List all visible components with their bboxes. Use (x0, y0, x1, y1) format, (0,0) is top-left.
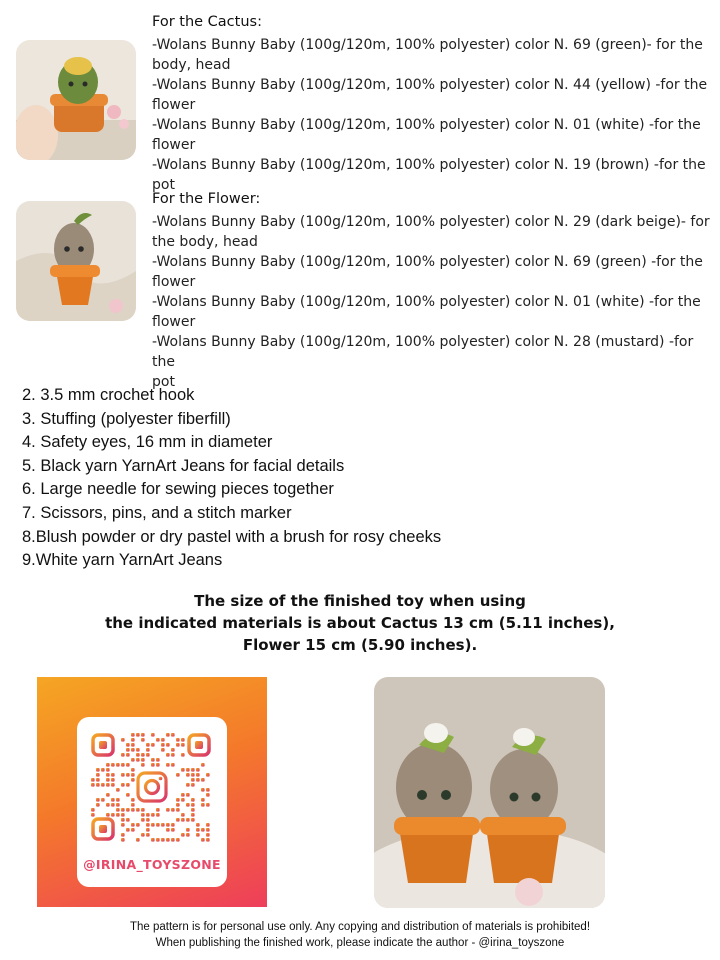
qr-module (126, 783, 130, 787)
qr-module (151, 733, 155, 737)
qr-module (131, 758, 135, 762)
qr-module (106, 763, 110, 767)
qr-module (206, 828, 210, 832)
qr-module (111, 783, 115, 787)
list-item: 2. 3.5 mm crochet hook (22, 386, 195, 404)
cactus-photo (16, 40, 136, 160)
flower-line: -Wolans Bunny Baby (100g/120m, 100% polyester) color N. 29 (dark beige)- for (152, 214, 710, 230)
qr-module (151, 763, 155, 767)
qr-module (121, 783, 125, 787)
qr-module (131, 738, 135, 742)
qr-module (176, 773, 180, 777)
qr-module (186, 818, 190, 822)
qr-module (126, 743, 130, 747)
qr-module (176, 798, 180, 802)
qr-module (131, 828, 135, 832)
qr-module (161, 743, 165, 747)
qr-module (96, 798, 100, 802)
qr-module (151, 823, 155, 827)
qr-module (111, 778, 115, 782)
instagram-icon (135, 770, 169, 804)
qr-module (146, 828, 150, 832)
size-note (60, 590, 660, 656)
qr-module (146, 833, 150, 837)
qr-module (146, 818, 150, 822)
qr-module (196, 833, 200, 837)
qr-code (77, 717, 227, 857)
qr-module (171, 748, 175, 752)
qr-module (196, 823, 200, 827)
flower-line: the body, head (152, 234, 258, 250)
qr-code-panel (77, 717, 227, 887)
qr-module (171, 838, 175, 842)
qr-module (181, 813, 185, 817)
cactus-line: flower (152, 137, 196, 153)
qr-module (126, 793, 130, 797)
qr-module (201, 788, 205, 792)
qr-module (191, 778, 195, 782)
qr-module (121, 838, 125, 842)
list-item: 7. Scissors, pins, and a stitch marker (22, 503, 292, 522)
qr-module (106, 778, 110, 782)
qr-module (196, 778, 200, 782)
flower-line: flower (152, 314, 196, 330)
qr-module (181, 793, 185, 797)
qr-module (141, 833, 145, 837)
qr-module (181, 743, 185, 747)
qr-module (121, 818, 125, 822)
qr-module (106, 813, 110, 817)
qr-module (151, 813, 155, 817)
qr-module (141, 818, 145, 822)
footer-line: When publishing the finished work, please indicate the author - @irina_toyszone (155, 937, 565, 949)
finished-toys-photo (374, 677, 605, 908)
flower-title: For the Flower: (152, 191, 261, 207)
qr-module (181, 768, 185, 772)
qr-module (191, 773, 195, 777)
qr-module (161, 748, 165, 752)
qr-module (191, 808, 195, 812)
qr-module (146, 823, 150, 827)
cactus-line: -Wolans Bunny Baby (100g/120m, 100% polyester) color N. 69 (green)- for the (152, 37, 703, 53)
qr-module (156, 838, 160, 842)
qr-module (131, 808, 135, 812)
qr-module (161, 738, 165, 742)
finished-toys-illustration (374, 677, 605, 908)
qr-module (106, 793, 110, 797)
list-item: 5. Black yarn YarnArt Jeans for facial details (22, 456, 345, 475)
qr-module (156, 808, 160, 812)
qr-module (91, 778, 95, 782)
qr-module (131, 748, 135, 752)
list-item: 3. Stuffing (polyester fiberfill) (22, 409, 231, 428)
instagram-handle: @IRINA_TOYSZONE (83, 857, 221, 872)
qr-module (111, 798, 115, 802)
qr-module (171, 753, 175, 757)
qr-module (171, 763, 175, 767)
qr-module (166, 808, 170, 812)
materials-list (22, 384, 682, 573)
qr-module (106, 803, 110, 807)
qr-module (116, 803, 120, 807)
list-item: 4. Safety eyes, 16 mm in diameter (22, 433, 273, 452)
qr-module (191, 803, 195, 807)
qr-module (126, 818, 130, 822)
qr-module (116, 788, 120, 792)
qr-module (201, 778, 205, 782)
qr-module (146, 813, 150, 817)
qr-module (141, 763, 145, 767)
cactus-title: For the Cactus: (152, 14, 262, 30)
flower-photo-illustration (16, 201, 136, 321)
qr-module (201, 763, 205, 767)
cactus-line: -Wolans Bunny Baby (100g/120m, 100% polyester) color N. 01 (white) -for the (152, 117, 701, 133)
qr-module (191, 768, 195, 772)
qr-module (126, 753, 130, 757)
qr-module (171, 828, 175, 832)
qr-module (101, 783, 105, 787)
cactus-line: flower (152, 97, 196, 113)
qr-module (176, 738, 180, 742)
flower-line: -Wolans Bunny Baby (100g/120m, 100% polyester) color N. 01 (white) -for the (152, 294, 701, 310)
qr-module (146, 743, 150, 747)
qr-module (121, 738, 125, 742)
qr-module (206, 823, 210, 827)
qr-module (166, 753, 170, 757)
qr-module (151, 758, 155, 762)
flower-line: -Wolans Bunny Baby (100g/120m, 100% polyester) color N. 28 (mustard) -for the (152, 334, 694, 370)
qr-module (161, 838, 165, 842)
flower-photo (16, 201, 136, 321)
qr-module (131, 773, 135, 777)
qr-module (141, 808, 145, 812)
footer-line: The pattern is for personal use only. Any copying and distribution of materials is prohibited! (129, 921, 591, 933)
qr-module (156, 813, 160, 817)
qr-module (196, 773, 200, 777)
flower-line: pot (152, 374, 175, 390)
flower-line: -Wolans Bunny Baby (100g/120m, 100% polyester) color N. 69 (green) -for the (152, 254, 703, 270)
list-item: 8.Blush powder or dry pastel with a brush for rosy cheeks (22, 527, 442, 546)
qr-module (196, 828, 200, 832)
qr-module (191, 818, 195, 822)
qr-module (141, 733, 145, 737)
cactus-photo-illustration (16, 40, 136, 160)
qr-module (176, 838, 180, 842)
qr-module (201, 798, 205, 802)
qr-module (136, 808, 140, 812)
list-item: 9.White yarn YarnArt Jeans (22, 551, 223, 570)
qr-module (106, 773, 110, 777)
qr-module (111, 763, 115, 767)
qr-module (176, 743, 180, 747)
qr-module (136, 733, 140, 737)
qr-module (106, 783, 110, 787)
qr-module (121, 808, 125, 812)
qr-module (121, 753, 125, 757)
qr-module (146, 748, 150, 752)
qr-module (151, 743, 155, 747)
qr-module (186, 803, 190, 807)
qr-module (136, 823, 140, 827)
qr-module (116, 808, 120, 812)
qr-module (186, 768, 190, 772)
qr-module (101, 798, 105, 802)
qr-module (126, 748, 130, 752)
qr-module (156, 823, 160, 827)
size-note-line: The size of the finished toy when using (194, 592, 526, 610)
qr-module (186, 793, 190, 797)
qr-module (156, 758, 160, 762)
list-item: 6. Large needle for sewing pieces together (22, 480, 334, 499)
qr-module (146, 753, 150, 757)
qr-module (206, 833, 210, 837)
qr-module (131, 743, 135, 747)
qr-module (91, 808, 95, 812)
qr-module (166, 823, 170, 827)
qr-module (111, 773, 115, 777)
qr-module (91, 813, 95, 817)
qr-module (196, 768, 200, 772)
qr-module (126, 828, 130, 832)
qr-module (186, 783, 190, 787)
flower-line: flower (152, 274, 196, 290)
qr-module (201, 803, 205, 807)
qr-module (96, 783, 100, 787)
qr-module (186, 828, 190, 832)
qr-module (156, 738, 160, 742)
qr-module (126, 808, 130, 812)
qr-module (101, 768, 105, 772)
qr-module (181, 738, 185, 742)
qr-module (131, 803, 135, 807)
cactus-materials (152, 12, 712, 195)
qr-module (131, 823, 135, 827)
size-note-line: Flower 15 cm (5.90 inches). (242, 636, 478, 654)
qr-module (176, 803, 180, 807)
qr-module (141, 738, 145, 742)
qr-module (186, 773, 190, 777)
qr-module (206, 793, 210, 797)
qr-module (186, 833, 190, 837)
qr-module (136, 758, 140, 762)
qr-module (96, 803, 100, 807)
size-note-line: the indicated materials is about Cactus 13 cm (5.11 inches), (105, 614, 615, 632)
qr-module (131, 733, 135, 737)
qr-module (176, 808, 180, 812)
qr-module (176, 818, 180, 822)
qr-module (111, 803, 115, 807)
qr-module (131, 798, 135, 802)
qr-module (201, 838, 205, 842)
qr-module (191, 798, 195, 802)
qr-module (171, 823, 175, 827)
qr-module (171, 733, 175, 737)
qr-module (201, 828, 205, 832)
flower-materials (152, 189, 712, 392)
qr-module (206, 773, 210, 777)
qr-module (111, 813, 115, 817)
cactus-line: -Wolans Bunny Baby (100g/120m, 100% polyester) color N. 19 (brown) -for the pot (152, 157, 706, 193)
qr-module (131, 778, 135, 782)
qr-module (166, 838, 170, 842)
footer-notice (0, 919, 720, 951)
instagram-qr-card[interactable] (37, 677, 267, 907)
qr-module (131, 768, 135, 772)
qr-module (181, 798, 185, 802)
qr-module (116, 813, 120, 817)
qr-module (96, 773, 100, 777)
qr-module (141, 753, 145, 757)
qr-module (166, 828, 170, 832)
qr-module (96, 768, 100, 772)
qr-module (206, 838, 210, 842)
qr-module (136, 838, 140, 842)
qr-module (151, 838, 155, 842)
qr-module (166, 763, 170, 767)
qr-module (91, 783, 95, 787)
qr-module (106, 768, 110, 772)
qr-module (191, 813, 195, 817)
qr-module (116, 763, 120, 767)
qr-module (161, 823, 165, 827)
cactus-line: body, head (152, 57, 231, 73)
qr-module (141, 813, 145, 817)
qr-module (121, 773, 125, 777)
qr-module (141, 758, 145, 762)
qr-module (181, 753, 185, 757)
qr-module (121, 833, 125, 837)
qr-module (136, 748, 140, 752)
qr-module (121, 813, 125, 817)
qr-module (116, 798, 120, 802)
qr-module (156, 763, 160, 767)
qr-module (191, 783, 195, 787)
cactus-line: -Wolans Bunny Baby (100g/120m, 100% polyester) color N. 44 (yellow) -for the (152, 77, 708, 93)
qr-module (96, 778, 100, 782)
qr-module (206, 788, 210, 792)
qr-module (121, 763, 125, 767)
qr-module (121, 823, 125, 827)
qr-module (181, 833, 185, 837)
qr-module (136, 753, 140, 757)
qr-module (166, 733, 170, 737)
qr-module (126, 763, 130, 767)
qr-module (166, 743, 170, 747)
qr-module (181, 818, 185, 822)
qr-module (206, 803, 210, 807)
qr-module (126, 773, 130, 777)
qr-module (171, 808, 175, 812)
